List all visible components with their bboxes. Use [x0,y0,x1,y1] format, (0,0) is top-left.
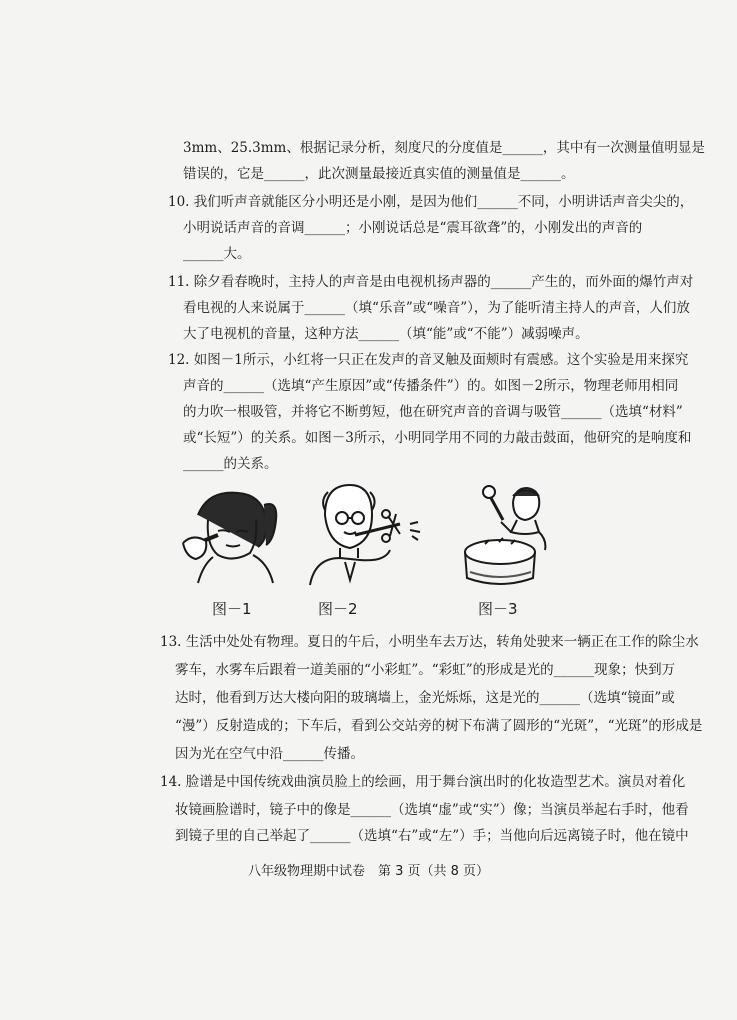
text-line: 达时，他看到万达大楼向阳的玻璃墙上，金光烁烁，这是光的______（选填“镜面”或 [175,690,675,706]
question-12: 12. 如图－1所示，小红将一只正在发声的音叉触及面颊时有震感。这个实验是用来探究 [168,352,689,368]
figure-1-caption: 图－1 [212,600,252,618]
figure-1-illustration [178,485,290,585]
figure-3-illustration [455,480,565,590]
figure-2-caption: 图－2 [318,600,358,618]
text-line: 3mm、25.3mm、根据记录分析，刻度尺的分度值是______，其中有一次测量值明显是 [183,140,705,156]
text-line: 错误的，它是______，此次测量最接近真实值的测量值是______。 [183,166,575,182]
text-line: 妆镜画脸谱时，镜子中的像是______（选填“虚”或“实”）像；当演员举起右手时，他看 [175,802,689,818]
text-line: “漫”）反射造成的；下车后，看到公交站旁的树下布满了圆形的“光斑”，“光斑”的形成是 [175,718,703,734]
question-10: 10. 我们听声音就能区分小明还是小刚，是因为他们______不同，小明讲话声音尖尖的， [168,194,694,210]
text-line: 小明说话声音的音调______；小刚说话总是“震耳欲聋”的，小刚发出的声音的 [183,220,643,236]
figure-2-illustration [300,480,435,588]
text-line: 因为光在空气中沿______传播。 [175,746,364,762]
figure-3-caption: 图－3 [478,600,518,618]
text-line: 看电视的人来说属于______（填“乐音”或“噪音”），为了能听清主持人的声音，人们放 [183,300,690,316]
text-line: ______大。 [183,246,251,262]
text-line: 声音的______（选填“产生原因”或“传播条件”）的。如图－2所示，物理老师用相同 [183,378,679,394]
text-line: 大了电视机的音量，这种方法______（填“能”或“不能”）减弱噪声。 [183,326,589,342]
text-line: 到镜子里的自己举起了______（选填“右”或“左”）手；当他向后远离镜子时，他在镜中 [175,828,689,844]
text-line: 雾车，水雾车后跟着一道美丽的“小彩虹”。“彩虹”的形成是光的______现象；快到万 [175,662,676,678]
question-13: 13. 生活中处处有物理。夏日的午后，小明坐车去万达，转角处驶来一辆正在工作的除尘水 [160,634,699,650]
question-11: 11. 除夕看春晚时，主持人的声音是由电视机扬声器的______产生的，而外面的爆竹声对 [168,274,694,290]
text-line: 或“长短”）的关系。如图－3所示，小明同学用不同的力敲击鼓面，他研究的是响度和 [183,430,692,446]
question-14: 14. 脸谱是中国传统戏曲演员脸上的绘画，用于舞台演出时的化妆造型艺术。演员对着化 [160,774,686,790]
page-footer: 八年级物理期中试卷 第 3 页（共 8 页） [247,864,490,879]
text-line: 的力吹一根吸管，并将它不断剪短，他在研究声音的音调与吸管______（选填“材料” [183,404,683,420]
text-line: ______的关系。 [183,456,278,472]
